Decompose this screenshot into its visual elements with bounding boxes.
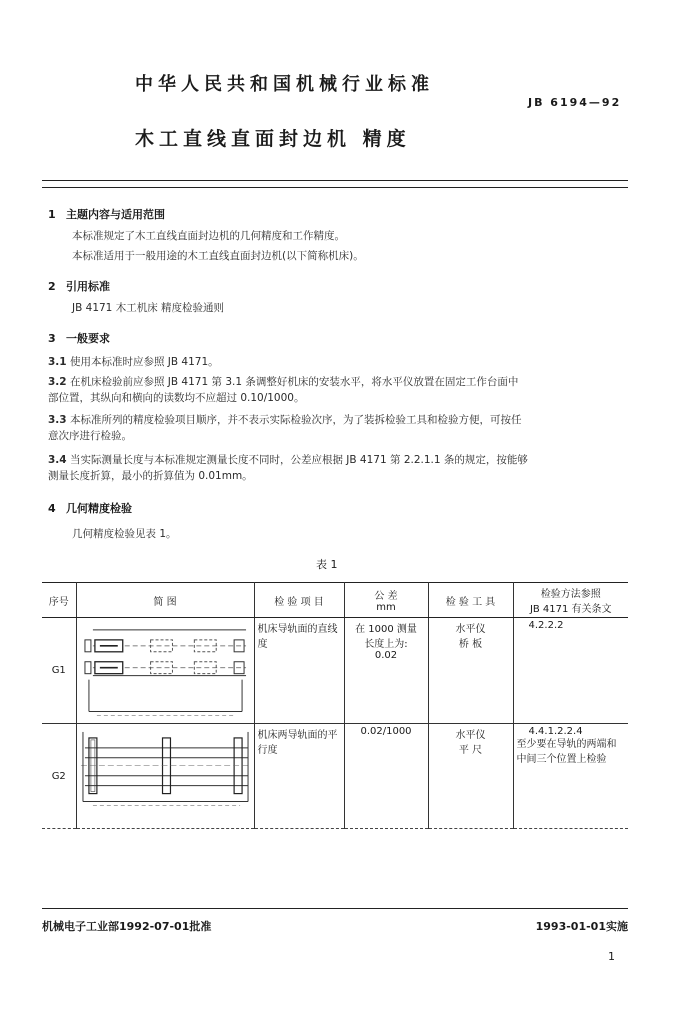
clause-text-line-2: 部位置，其纵向和横向的读数均不应超过 0.10/1000。 [48,392,305,404]
clause-number: 3.1 [48,356,67,368]
table-header-row [42,583,628,618]
row-item: 机床两导轨面的平行度 [254,724,344,828]
table-row [42,724,628,828]
geometric-accuracy-table [42,582,628,829]
section-3-heading [48,330,110,346]
standard-code: JB 6194—92 [528,96,622,109]
reference-standard: JB 4171 木工机床 精度检验通则 [72,302,225,314]
tolerance-line-2: 长度上为: [364,639,408,650]
section-4-para-1: 几何精度检验见表 1。 [72,528,177,540]
guideway-parallelism-diagram [77,724,254,827]
tool-2: 桥 板 [458,639,483,650]
header-tolerance-unit: mm [376,602,396,613]
header-tolerance-label: 公 差 [374,591,398,602]
section-number: 2 [48,280,56,293]
tool-1: 水平仪 [455,624,486,635]
section-4-heading [48,500,132,516]
method-clause: 4.4.1.2.2.4 [528,726,583,738]
tool-2: 平 尺 [458,745,483,757]
section-title: 几何精度检验 [66,502,132,515]
clause-3-4 [48,452,632,484]
header-item: 检 验 项 目 [254,583,344,618]
row-tool [428,618,513,724]
clause-text: 使用本标准时应参照 JB 4171。 [69,356,219,368]
header-tolerance [344,583,428,618]
clause-number: 3.4 [48,454,67,466]
clause-text-line-1: 本标准所列的精度检验项目顺序，并不表示实际检验次序，为了装拆检验工具和检验方便，可按任 [69,414,522,426]
section-1-para-1: 本标准规定了木工直线直面封边机的几何精度和工作精度。 [72,230,345,242]
row-tolerance [344,724,428,828]
section-title: 主题内容与适用范围 [66,208,165,221]
header-rule-top [42,180,628,181]
section-title: 引用标准 [66,280,110,293]
approval-statement: 机械电子工业部1992-07-01批准 [42,920,212,933]
row-tolerance [344,618,428,724]
method-note: 至少要在导轨的两端和中间三个位置上检验 [516,739,617,766]
tolerance-value: 0.02 [374,650,398,661]
tolerance-value: 0.02/1000 [360,726,412,738]
header-method-line-2: JB 4171 有关条文 [529,604,612,615]
clause-text-line-1: 在机床检验前应参照 JB 4171 第 3.1 条调整好机床的安装水平，将水平仪放置在固定工作台面中 [69,376,519,388]
section-1-heading [48,206,165,222]
guideway-straightness-diagram [77,618,254,723]
section-number: 3 [48,332,56,345]
effective-date: 1993-01-01实施 [535,920,628,933]
tool-1: 水平仪 [455,730,486,742]
section-1-para-2: 本标准适用于一般用途的木工直线直面封边机(以下简称机床)。 [72,250,364,262]
section-number: 1 [48,208,56,221]
row-seq: G2 [42,724,76,828]
diagram-g2 [76,724,254,828]
method-clause: 4.2.2.2 [528,620,564,631]
header-method-line-1: 检验方法参照 [540,589,601,600]
row-item: 机床导轨面的直线度 [254,618,344,724]
clause-number: 3.2 [48,376,67,388]
header-rule-bottom [42,187,628,188]
section-number: 4 [48,502,56,515]
clause-text-line-1: 当实际测量长度与本标准规定测量长度不同时，公差应根据 JB 4171 第 2.2.1.1 条的规定，按能够 [69,454,528,466]
section-title: 一般要求 [66,332,110,345]
standard-category-heading: 中华人民共和国机械行业标准 [135,74,434,95]
diagram-g1 [76,618,254,724]
table-row [42,618,628,724]
page-number: 1 [608,950,615,963]
row-method [513,724,628,828]
header-tool: 检 验 工 具 [428,583,513,618]
footer-rule [42,908,628,909]
header-seq: 序号 [42,583,76,618]
clause-3-2 [48,374,632,406]
row-seq: G1 [42,618,76,724]
clause-text-line-2: 测量长度折算，最小的折算值为 0.01mm。 [48,470,253,482]
clause-3-1 [48,354,219,370]
header-method [513,583,628,618]
row-method [513,618,628,724]
clause-number: 3.3 [48,414,67,426]
table-caption: 表 1 [316,558,338,571]
row-tool [428,724,513,828]
clause-3-3 [48,412,632,444]
header-diagram: 简 图 [76,583,254,618]
section-2-heading [48,278,110,294]
tolerance-line-1: 在 1000 测量 [355,624,417,635]
clause-text-line-2: 意次序进行检验。 [48,430,132,442]
document-title: 木工直线直面封边机 精度 [135,128,411,150]
